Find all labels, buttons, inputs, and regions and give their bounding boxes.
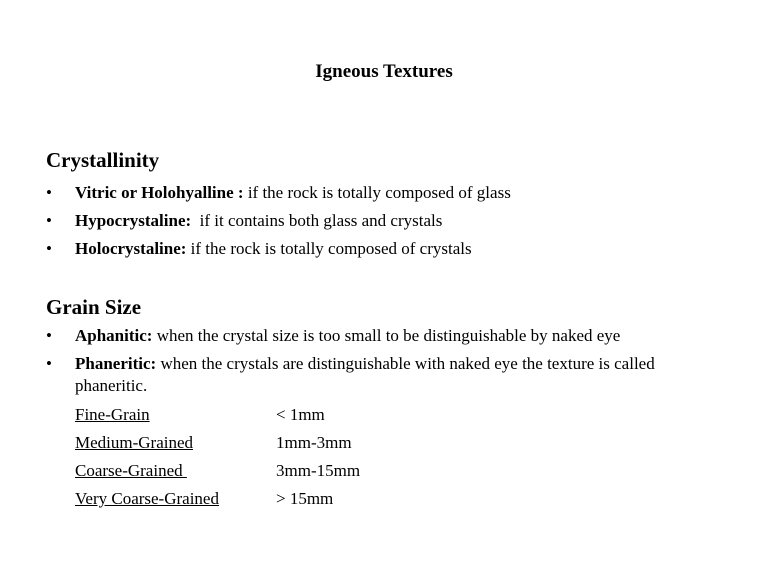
list-item — [46, 179, 746, 207]
grain-range-value: < 1mm — [276, 405, 325, 424]
grain-range-value: 3mm-15mm — [276, 461, 361, 480]
list-item — [46, 235, 746, 263]
bullet-icon: • — [46, 211, 52, 230]
grain-class-label: Medium-Grained — [75, 433, 194, 452]
term-label: Hypocrystaline: — [75, 211, 192, 230]
term-label: Holocrystaline: — [75, 239, 187, 258]
definition-text: when the crystal size is too small to be distinguishable by naked eye — [152, 326, 621, 345]
bullet-icon: • — [46, 354, 52, 373]
list-item — [46, 207, 746, 235]
list-item — [46, 350, 695, 400]
definition-text: if it contains both glass and crystals — [191, 211, 443, 230]
term-label: Aphanitic: — [75, 326, 153, 345]
grain-range-value: > 15mm — [276, 489, 334, 508]
crystallinity-list — [46, 179, 746, 263]
definition-text: if the rock is totally composed of glass — [243, 183, 511, 202]
bullet-icon: • — [46, 326, 52, 345]
table-row — [75, 401, 476, 429]
term-label: Phaneritic: — [75, 354, 157, 373]
bullet-icon: • — [46, 239, 52, 258]
grain-range-value: 1mm-3mm — [276, 433, 352, 452]
definition-text: if the rock is totally composed of crystals — [186, 239, 472, 258]
grain-size-list — [46, 322, 746, 400]
wrapped-definition — [75, 350, 695, 400]
list-item — [46, 322, 746, 350]
grain-class-label: Coarse-Grained — [75, 461, 187, 480]
bullet-icon: • — [46, 183, 52, 202]
section-heading-crystallinity: Crystallinity — [46, 148, 160, 172]
table-row — [75, 429, 476, 457]
section-heading-grain-size: Grain Size — [46, 295, 142, 319]
term-label: Vitric or Holohyalline : — [75, 183, 244, 202]
page-title: Igneous Textures — [315, 61, 453, 82]
grain-size-table — [75, 401, 476, 513]
grain-class-label: Fine-Grain — [75, 405, 150, 424]
definition-text: when the crystals are distinguishable with naked eye the texture is called phaneritic. — [75, 354, 655, 395]
table-row — [75, 457, 476, 485]
grain-class-label: Very Coarse-Grained — [75, 489, 219, 508]
table-row — [75, 485, 476, 513]
